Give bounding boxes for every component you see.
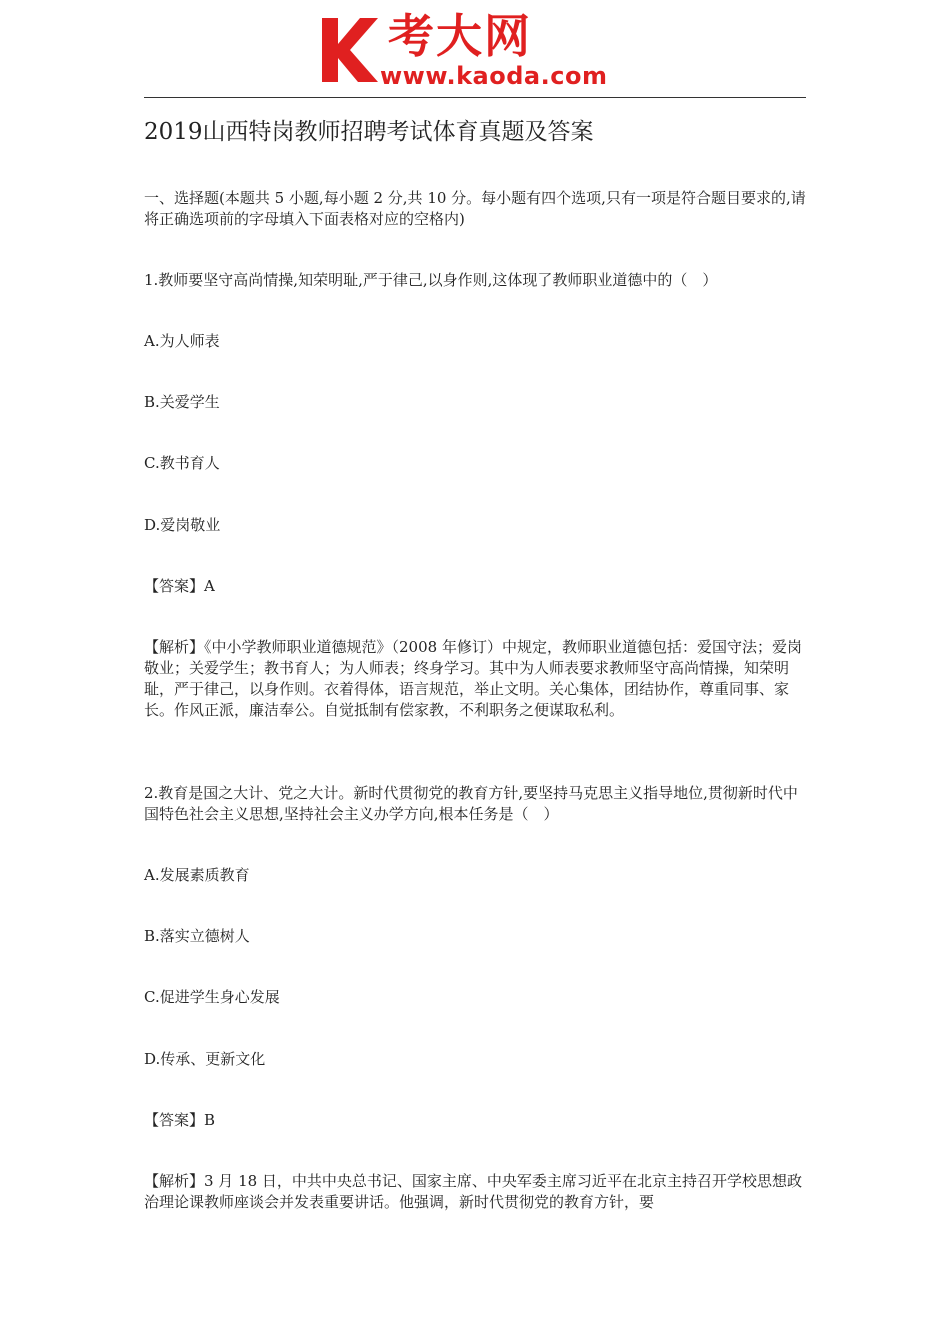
q2-option-a: A.发展素质教育 xyxy=(144,866,250,884)
logo-url: www.kaoda.com xyxy=(380,62,608,90)
question-1-stem: 1.教师要坚守高尚情操,知荣明耻,严于律己,以身作则,这体现了教师职业道德中的（ ） xyxy=(144,271,718,289)
kaoda-logo xyxy=(318,10,638,90)
q1-option-b: B.关爱学生 xyxy=(144,393,220,411)
q2-option-c: C.促进学生身心发展 xyxy=(144,988,280,1006)
q1-option-a: A.为人师表 xyxy=(144,332,220,350)
q1-option-d: D.爱岗敬业 xyxy=(144,516,221,534)
q1-option-c: C.教书育人 xyxy=(144,454,220,472)
question-2-stem: 2.教育是国之大计、党之大计。新时代贯彻党的教育方针,要坚持马克思主义指导地位,贯彻新时代中国特色社会主义思想,坚持社会主义办学方向,根本任务是（ ） xyxy=(144,784,798,823)
q2-answer: 【答案】B xyxy=(144,1111,216,1129)
q2-option-b: B.落实立德树人 xyxy=(144,927,250,945)
q2-option-d: D.传承、更新文化 xyxy=(144,1050,266,1068)
logo-brand-name: 考大网 xyxy=(388,9,532,63)
section-intro: 一、选择题(本题共 5 小题,每小题 2 分,共 10 分。每小题有四个选项,只有一项是符合题目要求的,请将正确选项前的字母填入下面表格对应的空格内) xyxy=(144,189,806,228)
k-logo-icon xyxy=(318,14,380,86)
q2-analysis: 【解析】3 月 18 日，中共中央总书记、国家主席、中央军委主席习近平在北京主持召开学校思想政治理论课教师座谈会并发表重要讲话。他强调，新时代贯彻党的教育方针，要 xyxy=(144,1172,802,1211)
q1-analysis: 【解析】《中小学教师职业道德规范》（2008 年修订）中规定，教师职业道德包括：爱国守法；爱岗敬业；关爱学生；教书育人；为人师表；终身学习。其中为人师表要求教师坚守高尚情操，知荣明耻，严于律己，以身作则。衣着得体，语言规范，举止文明。关心集体，团结协作，尊重同事、家长。作风正派，廉洁奉公。自觉抵制有偿家教，不利职务之便谋取私利。 xyxy=(144,638,802,719)
document-title: 2019山西特岗教师招聘考试体育真题及答案 xyxy=(144,119,594,145)
q1-answer: 【答案】A xyxy=(144,577,215,595)
header-divider xyxy=(144,97,806,98)
